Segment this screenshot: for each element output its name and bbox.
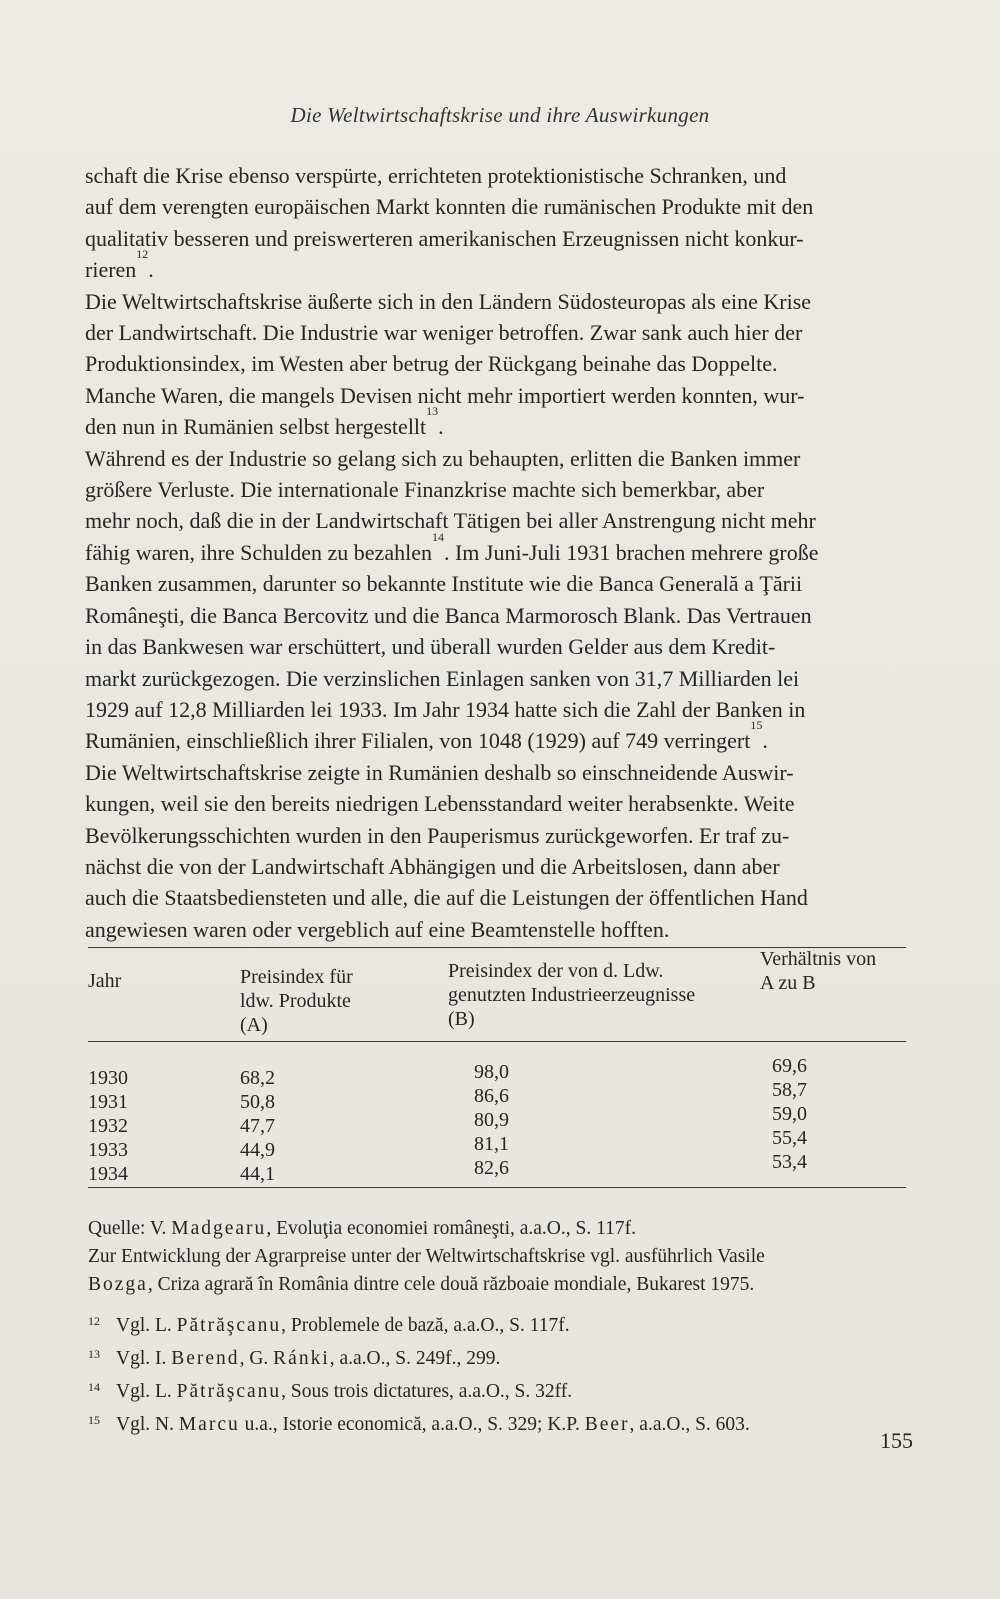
cell-year: 1934 xyxy=(88,1163,128,1185)
header-c-line2: A zu B xyxy=(760,972,816,994)
body-line: angewiesen waren oder vergeblich auf eine Beamtenstelle hofften. xyxy=(85,916,670,942)
footnote: 15 Vgl. N. Marcu u.a., Istorie economică, a.a.O., S. 329; K.P. Beer, a.a.O., S. 603. xyxy=(88,1406,910,1439)
footnote-ref: 15 xyxy=(750,718,763,733)
body-line: qualitativ besseren und preiswerteren amerikanischen Erzeugnissen nicht konkur- xyxy=(85,225,804,251)
cell-a: 50,8 xyxy=(240,1091,275,1113)
cell-b: 81,1 xyxy=(474,1133,509,1155)
header-b-line2: genutzten Industrieerzeugnisse xyxy=(448,984,696,1006)
cell-year: 1932 xyxy=(88,1115,128,1137)
footnote-ref: 12 xyxy=(136,247,149,262)
note-line: Zur Entwicklung der Agrarpreise unter der Weltwirtschaftskrise vgl. ausführlich Vasile xyxy=(88,1246,765,1267)
header-b-line1: Preisindex der von d. Ldw. xyxy=(448,960,664,982)
running-head: Die Weltwirtschaftskrise und ihre Auswirkungen xyxy=(290,103,710,127)
cell-b: 86,6 xyxy=(474,1085,509,1107)
body-line: nächst die von der Landwirtschaft Abhängigen und die Arbeitslosen, dann aber xyxy=(85,853,780,879)
body-line: Româneşti, die Banca Bercovitz und die Banca Marmorosch Blank. Das Vertrauen xyxy=(85,602,812,628)
header-c-line1: Verhältnis von xyxy=(760,948,877,970)
body-line: Bevölkerungsschichten wurden in den Pauperismus zurückgeworfen. Er traf zu- xyxy=(85,822,790,848)
body-line: auf dem verengten europäischen Markt konnten die rumänischen Produkte mit den xyxy=(85,194,814,220)
table-bottom-rule xyxy=(88,1187,906,1188)
header-a-line2: ldw. Produkte xyxy=(240,990,351,1012)
cell-ratio: 55,4 xyxy=(772,1127,807,1149)
note-line: Bozga, Criza agrară în România dintre cele două războaie mondiale, Bukarest 1975. xyxy=(88,1274,755,1295)
cell-ratio: 58,7 xyxy=(772,1079,807,1101)
body-line: Während es der Industrie so gelang sich zu behaupten, erlitten die Banken immer xyxy=(85,445,801,471)
body-line: größere Verluste. Die internationale Finanzkrise machte sich bemerkbar, aber xyxy=(85,477,765,503)
footnote-ref: 14 xyxy=(431,529,444,544)
cell-ratio: 53,4 xyxy=(772,1151,807,1173)
body-line: fähig waren, ihre Schulden zu bezahlen 14 . Im Juni-Juli 1931 brachen mehrere große xyxy=(85,537,907,568)
cell-a: 68,2 xyxy=(240,1067,275,1089)
body-line: mehr noch, daß die in der Landwirtschaft Tätigen bei aller Anstrengung nicht mehr xyxy=(85,508,816,534)
body-line: der Landwirtschaft. Die Industrie war weniger betroffen. Zwar sank auch hier der xyxy=(85,320,803,346)
footnote: 13 Vgl. I. Berend, G. Ránki, a.a.O., S. 249f., 299. xyxy=(88,1340,910,1373)
cell-b: 80,9 xyxy=(474,1109,509,1131)
notes-block xyxy=(88,1215,910,1439)
header-jahr: Jahr xyxy=(88,970,122,992)
body-line: Produktionsindex, im Westen aber betrug der Rückgang beinahe das Doppelte. xyxy=(85,351,778,377)
cell-a: 44,1 xyxy=(240,1163,275,1185)
body-line: rieren 12 . xyxy=(85,254,907,285)
body-line: Rumänien, einschließlich ihrer Filialen, von 1048 (1929) auf 749 verringert 15 . xyxy=(85,725,907,756)
body-line: in das Bankwesen war erschüttert, und überall wurden Gelder aus dem Kredit- xyxy=(85,634,776,660)
cell-b: 82,6 xyxy=(474,1157,509,1179)
body-line: kungen, weil sie den bereits niedrigen Lebensstandard weiter herabsenkte. Weite xyxy=(85,791,795,817)
page-number: 155 xyxy=(880,1428,913,1453)
footnote-ref: 13 xyxy=(426,404,439,419)
footnote-number: 14 xyxy=(88,1380,100,1394)
body-line: schaft die Krise ebenso verspürte, errichteten protektionistische Schranken, und xyxy=(85,163,787,188)
cell-ratio: 69,6 xyxy=(772,1055,807,1077)
header-b-line3: (B) xyxy=(448,1008,475,1030)
body-line: auch die Staatsbediensteten und alle, die auf die Leistungen der öffentlichen Hand xyxy=(85,885,808,911)
cell-year: 1930 xyxy=(88,1067,128,1089)
header-a-line3: (A) xyxy=(240,1014,268,1036)
body-line: Die Weltwirtschaftskrise zeigte in Rumänien deshalb so einschneidende Auswir- xyxy=(85,759,794,785)
body-line: Die Weltwirtschaftskrise äußerte sich in den Ländern Südosteuropas als eine Krise xyxy=(85,288,812,314)
body-line: markt zurückgezogen. Die verzinslichen Einlagen sanken von 31,7 Milliarden lei xyxy=(85,665,800,691)
footnote: 12 Vgl. L. Pătrăşcanu, Problemele de bază, a.a.O., S. 117f. xyxy=(88,1307,910,1340)
footnote-number: 12 xyxy=(88,1314,100,1328)
cell-year: 1931 xyxy=(88,1091,128,1113)
body-text xyxy=(85,160,907,945)
table-header-rule xyxy=(88,1041,906,1042)
cell-b: 98,0 xyxy=(474,1061,509,1083)
cell-a: 44,9 xyxy=(240,1139,275,1161)
cell-ratio: 59,0 xyxy=(772,1103,807,1125)
body-line: 1929 auf 12,8 Milliarden lei 1933. Im Jahr 1934 hatte sich die Zahl der Banken in xyxy=(85,696,806,722)
body-line: den nun in Rumänien selbst hergestellt 13 . xyxy=(85,411,907,442)
body-line: Banken zusammen, darunter so bekannte Institute wie die Banca Generală a Ţării xyxy=(85,571,803,597)
cell-year: 1933 xyxy=(88,1139,128,1161)
cell-a: 47,7 xyxy=(240,1115,275,1137)
body-line: Manche Waren, die mangels Devisen nicht mehr importiert werden konnten, wur- xyxy=(85,382,805,408)
header-a-line1: Preisindex für xyxy=(240,966,353,988)
source-line: Quelle: V. Madgearu, Evoluţia economiei româneşti, a.a.O., S. 117f. xyxy=(88,1218,637,1239)
footnote: 14 Vgl. L. Pătrăşcanu, Sous trois dictatures, a.a.O., S. 32ff. xyxy=(88,1373,910,1406)
footnote-number: 13 xyxy=(88,1347,100,1361)
footnote-number: 15 xyxy=(88,1413,100,1427)
